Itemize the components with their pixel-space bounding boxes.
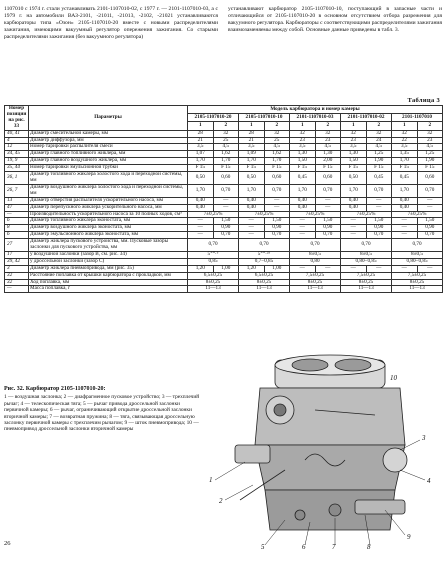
row-value: 0,40: [239, 197, 265, 204]
row-position: 17: [5, 251, 29, 258]
row-position: 4: [5, 137, 29, 144]
row-value: 1,07: [188, 151, 214, 158]
row-value: 0,40: [392, 197, 418, 204]
row-value: 23: [315, 137, 341, 144]
row-parameter: Номер тарировки распылителя смеси: [29, 144, 188, 151]
row-value: 32: [213, 130, 239, 137]
row-parameter: Диаметр диффузора, мм: [29, 137, 188, 144]
row-value: 5⁺⁰·²⁵: [239, 251, 290, 258]
row-value: —: [417, 265, 443, 272]
row-value: 1,70: [341, 184, 367, 197]
row-value: F 15: [264, 165, 290, 172]
row-value: 7±0,25%: [341, 211, 392, 218]
row-value: 7,5±0,25: [392, 272, 443, 279]
figure-title: Рис. 32. Карбюратор 2105-1107010-20:: [4, 386, 106, 392]
row-parameter: Диаметр главного воздушного жиклера, мм: [29, 158, 188, 165]
header-chamber: 2: [417, 122, 443, 130]
row-value: —: [315, 204, 341, 211]
row-value: F 15: [315, 165, 341, 172]
row-value: 1,62: [213, 151, 239, 158]
row-value: 1,50: [290, 158, 316, 165]
header-chamber: 1: [290, 122, 316, 130]
row-value: 0,70: [417, 184, 443, 197]
callout-10: 10: [390, 374, 397, 382]
row-parameter: Диаметр жиклера пускового устройства, мм. Пусковые зазоры заслонки для пускового устройства, мм: [29, 239, 188, 252]
row-value: 3,5: [341, 144, 367, 151]
row-value: —: [239, 232, 265, 239]
header-model: 2101-1107010-03: [290, 114, 341, 122]
row-value: 5⁺⁰·⁵: [188, 251, 239, 258]
row-value: 1,25: [366, 151, 392, 158]
row-value: 23: [290, 137, 316, 144]
row-value: 0,7−0,85: [239, 258, 290, 265]
row-parameter: Расстояние поплавка от крышки карбюратора с прокладкой, мм: [29, 272, 188, 279]
row-parameter: Номер тарировки эмульсионной трубки: [29, 165, 188, 172]
row-value: —: [264, 204, 290, 211]
row-value: 28: [188, 130, 214, 137]
table-row: [5, 272, 443, 279]
row-value: —: [290, 225, 316, 232]
figure-caption: [4, 386, 204, 433]
row-value: F 15: [239, 165, 265, 172]
row-value: 1,30: [290, 151, 316, 158]
header-chamber: 2: [366, 122, 392, 130]
row-value: 11—13: [239, 286, 290, 293]
row-value: 4,5: [417, 144, 443, 151]
row-value: 8±0,25: [290, 279, 341, 286]
row-value: —: [290, 218, 316, 225]
row-value: 1,35: [392, 151, 418, 158]
row-value: 11—13: [188, 286, 239, 293]
row-value: F 15: [290, 165, 316, 172]
header-model: 2101-1107010: [392, 114, 443, 122]
row-value: 6,5±0,25: [188, 272, 239, 279]
row-value: 1,50: [213, 218, 239, 225]
row-parameter: Диаметр воздушного жиклера эконостата, мм: [29, 225, 188, 232]
row-value: F 15: [341, 165, 367, 172]
row-position: 47: [5, 204, 29, 211]
row-position: 13: [5, 197, 29, 204]
row-position: 40, 41: [5, 130, 29, 137]
header-model: 2101-1107010-02: [341, 114, 392, 122]
row-parameter: Диаметр главного топливного жиклера, мм: [29, 151, 188, 158]
row-value: 11—13: [290, 286, 341, 293]
row-value: —: [341, 218, 367, 225]
row-value: 0,40: [341, 204, 367, 211]
row-value: 7±0,25%: [239, 211, 290, 218]
figure-legend: 1 — воздушная заслонка; 2 — диафрагменное пусковое устройство; 3 — трехплечий рычаг; 4 — телескопическая тяга; 5 — рычаг привода дроссельной заслонки первичной камеры; 6 — рычаг, ограничивающий открытие дроссельной заслонки вторичной камеры; 7 — возвратная пружина; 8 — тяга, связывающая дроссельную заслонку первичной камеры с трехплечим рычагом; 9 — шток пневмопривода; 10 — пневмопривод дроссельной заслонки вторичной камеры: [4, 394, 200, 433]
row-value: —: [188, 232, 214, 239]
row-value: 0,45: [290, 172, 316, 185]
row-value: 32: [264, 130, 290, 137]
row-value: —: [417, 197, 443, 204]
row-value: 0,90: [315, 225, 341, 232]
callout-8: 8: [367, 543, 371, 550]
row-value: 1,70: [392, 158, 418, 165]
row-value: 7±0,25%: [188, 211, 239, 218]
row-value: 3,5: [188, 144, 214, 151]
header-chamber: 1: [341, 122, 367, 130]
row-value: 8±0,25: [392, 279, 443, 286]
row-value: 0,80−0,85: [392, 258, 443, 265]
row-value: 1,00: [264, 265, 290, 272]
row-value: 32: [341, 130, 367, 137]
row-position: 26, 7: [5, 184, 29, 197]
row-value: 23: [341, 137, 367, 144]
carburetor-illustration: [205, 350, 443, 550]
table-row: [5, 239, 443, 252]
row-value: 0,60: [315, 172, 341, 185]
row-value: 1,90: [417, 158, 443, 165]
row-value: 1,20: [188, 265, 214, 272]
header-chamber: 2: [213, 122, 239, 130]
row-value: 0,40: [392, 204, 418, 211]
row-value: 0,60: [213, 172, 239, 185]
row-value: 0,50: [239, 172, 265, 185]
row-value: 1,25: [417, 151, 443, 158]
row-value: 4,5: [366, 144, 392, 151]
row-value: 1,70: [392, 184, 418, 197]
row-value: 1,70: [290, 184, 316, 197]
row-value: —: [290, 232, 316, 239]
row-value: 0,85: [188, 258, 239, 265]
row-value: —: [366, 197, 392, 204]
row-value: 0,60: [264, 172, 290, 185]
row-parameter: у воздушной заслонки (зазор В, см. рис. 34): [29, 251, 188, 258]
row-value: 0,60: [417, 172, 443, 185]
row-value: 1,70: [239, 184, 265, 197]
row-position: 6: [5, 232, 29, 239]
row-position: 19, 9: [5, 158, 29, 165]
row-value: 2,00: [315, 158, 341, 165]
row-position: 8: [5, 225, 29, 232]
row-value: F 15: [366, 165, 392, 172]
row-position: —: [5, 211, 29, 218]
row-value: 23: [417, 137, 443, 144]
header-chamber: 1: [188, 122, 214, 130]
carburetor-drawing: [205, 350, 443, 550]
row-value: 32: [290, 130, 316, 137]
table-row: [5, 204, 443, 211]
row-parameter: Диаметр воздушного жиклера холостого хода и переходной системы, мм: [29, 184, 188, 197]
row-value: —: [239, 225, 265, 232]
callout-2: 2: [219, 497, 223, 505]
row-position: 12: [5, 144, 29, 151]
row-value: 1,70: [239, 158, 265, 165]
row-value: —: [392, 265, 418, 272]
intro-left-column: 1107010 с 1974 г. стали устанавливать 2101-1107010-02, с 1977 г. — 2101-1107010-03, а с 1979 г. на автомобили ВАЗ-2101, -21011, -21013, -2102, -21021 устанавливаются карбюраторы типа «Озон» 2105-1107010-20 вместе с новыми распределителями зажигания, имеющими вакуумный регулятор опережения зажигания. Со старыми распределителями зажигания (без вакуумного регулятора): [4, 6, 218, 40]
row-value: 8±0,5: [290, 251, 341, 258]
row-value: 21: [239, 137, 265, 144]
row-position: 39, 42: [5, 258, 29, 265]
row-value: 0,80−0,85: [341, 258, 392, 265]
row-value: 1,50: [417, 218, 443, 225]
row-value: F 15: [188, 165, 214, 172]
row-value: —: [341, 232, 367, 239]
row-value: 0,40: [188, 204, 214, 211]
row-value: —: [188, 225, 214, 232]
row-value: —: [315, 265, 341, 272]
row-value: 21: [188, 137, 214, 144]
row-parameter: у дроссельной заслонки (зазор С): [29, 258, 188, 265]
row-parameter: Диаметр перепускного жиклера ускорительного насоса, мм: [29, 204, 188, 211]
header-chamber: 1: [239, 122, 265, 130]
row-value: 3,5: [239, 144, 265, 151]
row-parameter: Масса поплавка, г: [29, 286, 188, 293]
row-value: 3,5: [290, 144, 316, 151]
carburetor-parameters-table: [4, 105, 443, 293]
row-value: 0,70: [417, 232, 443, 239]
callout-4: 4: [427, 477, 431, 485]
row-value: 0,70: [315, 232, 341, 239]
row-value: 0,45: [392, 172, 418, 185]
row-value: —: [213, 204, 239, 211]
table-row: [5, 172, 443, 185]
row-position: —: [5, 286, 29, 293]
row-parameter: Ход поплавка, мм: [29, 279, 188, 286]
row-value: 0,70: [290, 239, 341, 252]
row-value: 4,5: [264, 144, 290, 151]
header-chamber: 1: [392, 122, 418, 130]
table-row: [5, 130, 443, 137]
row-value: 7±0,25%: [290, 211, 341, 218]
row-value: —: [188, 218, 214, 225]
row-value: —: [341, 225, 367, 232]
row-value: 1,70: [188, 184, 214, 197]
row-value: 1,00: [213, 265, 239, 272]
row-value: 8±0,25: [239, 279, 290, 286]
row-value: 0,90: [213, 225, 239, 232]
row-parameter: Диаметр эмульсионного жиклера эконостата, мм: [29, 232, 188, 239]
header-model: 2105-1107010-20: [188, 114, 239, 122]
row-parameter: Диаметр жиклера пневмопривода, мм (рис. 35): [29, 265, 188, 272]
row-value: 7,5±0,25: [290, 272, 341, 279]
row-value: 1,62: [264, 151, 290, 158]
row-value: 6,5±0,25: [239, 272, 290, 279]
row-value: —: [392, 225, 418, 232]
row-parameter: Диаметр топливного жиклера эконостата, мм: [29, 218, 188, 225]
row-value: 0,70: [264, 184, 290, 197]
row-value: 8±0,25: [188, 279, 239, 286]
row-value: 0,70: [239, 239, 290, 252]
row-parameter: Диаметр смесительной камеры, мм: [29, 130, 188, 137]
row-value: 1,50: [341, 158, 367, 165]
row-value: —: [341, 265, 367, 272]
row-value: 32: [417, 130, 443, 137]
row-value: 1,30: [341, 151, 367, 158]
row-value: 0,90: [366, 225, 392, 232]
row-value: —: [366, 265, 392, 272]
row-position: 3: [5, 265, 29, 272]
row-value: 32: [366, 130, 392, 137]
row-position: 35, 44: [5, 165, 29, 172]
row-position: 27: [5, 239, 29, 252]
header-model-group: Модель карбюратора и номер камеры: [188, 106, 443, 114]
row-value: 11—13: [341, 286, 392, 293]
row-position: 34, 45: [5, 151, 29, 158]
callout-9: 9: [407, 533, 411, 541]
row-parameter: Диаметр отверстия распылителя ускорительного насоса, мм: [29, 197, 188, 204]
row-value: 0,70: [188, 239, 239, 252]
row-value: 32: [392, 130, 418, 137]
header-chamber: 2: [264, 122, 290, 130]
row-value: 8±0,5: [341, 251, 392, 258]
row-value: 32: [315, 130, 341, 137]
row-value: —: [315, 197, 341, 204]
row-parameter: Производительность ускорительного насоса за 10 полных ходов, см³: [29, 211, 188, 218]
table-caption: Таблица 3: [407, 97, 440, 104]
row-value: 8±0,25: [341, 279, 392, 286]
row-value: F 15: [392, 165, 418, 172]
row-value: 0,70: [315, 184, 341, 197]
callout-7: 7: [332, 543, 336, 550]
row-value: —: [264, 197, 290, 204]
row-value: 0,40: [290, 197, 316, 204]
row-value: 4,5: [315, 144, 341, 151]
row-parameter: Диаметр топливного жиклера холостого хода и переходной системы, мм: [29, 172, 188, 185]
row-value: 0,70: [213, 232, 239, 239]
row-value: 1,09: [239, 151, 265, 158]
row-value: 1,70: [188, 158, 214, 165]
row-value: —: [392, 218, 418, 225]
table-row: [5, 184, 443, 197]
callout-3: 3: [422, 434, 426, 442]
row-value: 0,40: [188, 197, 214, 204]
row-value: 1,90: [366, 158, 392, 165]
row-value: 0,80: [290, 258, 341, 265]
row-value: 1,50: [315, 218, 341, 225]
row-value: 0,90: [264, 225, 290, 232]
row-position: 36, 1: [5, 172, 29, 185]
row-value: 25: [213, 137, 239, 144]
row-value: 0,40: [341, 197, 367, 204]
callout-6: 6: [302, 543, 306, 550]
intro-right-column: устанавливают карбюратор 2105-1107010-10, поступающий в запасные части и отличающийся от 2105-1107010-20 в основном отсутствием отбора разрежения для вакуумного регулятора. Карбюраторы с соответствующими распределителями зажигания взаимозаменяемы между собой. Основные данные приведены в табл. 3.: [228, 6, 442, 33]
row-value: 11—13: [392, 286, 443, 293]
row-value: F 15: [417, 165, 443, 172]
row-position: 32: [5, 272, 29, 279]
callout-1: 1: [209, 476, 213, 484]
page-number: 26: [4, 540, 11, 547]
row-value: 1,20: [239, 265, 265, 272]
row-value: 4,5: [213, 144, 239, 151]
row-value: 0,70: [366, 232, 392, 239]
row-value: F 15: [213, 165, 239, 172]
row-value: 1,70: [264, 158, 290, 165]
row-value: 0,90: [417, 225, 443, 232]
row-value: 0,50: [188, 172, 214, 185]
header-position: Номер позиции на рис. 33: [5, 106, 29, 131]
row-value: 1,50: [366, 218, 392, 225]
intro-text: [4, 6, 442, 41]
row-value: —: [417, 204, 443, 211]
row-value: 0,70: [213, 184, 239, 197]
row-value: 8±0,5: [392, 251, 443, 258]
row-position: 32: [5, 279, 29, 286]
table-row: [5, 279, 443, 286]
row-value: 22: [392, 137, 418, 144]
row-value: 0,50: [341, 172, 367, 185]
row-position: 6: [5, 218, 29, 225]
header-parameters: Параметры: [29, 106, 188, 131]
row-value: 0,45: [366, 172, 392, 185]
row-value: 25: [264, 137, 290, 144]
row-value: 1,30: [315, 151, 341, 158]
row-value: 1,70: [213, 158, 239, 165]
header-model: 2105-1107010-10: [239, 114, 290, 122]
row-value: 0,40: [290, 204, 316, 211]
row-value: —: [366, 204, 392, 211]
row-value: 7,5±0,25: [341, 272, 392, 279]
row-value: 7±0,25%: [392, 211, 443, 218]
row-value: 0,70: [264, 232, 290, 239]
row-value: 3,5: [392, 144, 418, 151]
row-value: 1,50: [264, 218, 290, 225]
row-value: 0,70: [366, 184, 392, 197]
row-value: —: [290, 265, 316, 272]
row-value: 0,40: [239, 204, 265, 211]
table-row: [5, 286, 443, 293]
header-chamber: 2: [315, 122, 341, 130]
row-value: 28: [239, 130, 265, 137]
row-value: 0,70: [392, 239, 443, 252]
row-value: 24: [366, 137, 392, 144]
callout-5: 5: [261, 543, 265, 550]
row-value: —: [392, 232, 418, 239]
row-value: 0,70: [341, 239, 392, 252]
row-value: —: [213, 197, 239, 204]
row-value: —: [239, 218, 265, 225]
